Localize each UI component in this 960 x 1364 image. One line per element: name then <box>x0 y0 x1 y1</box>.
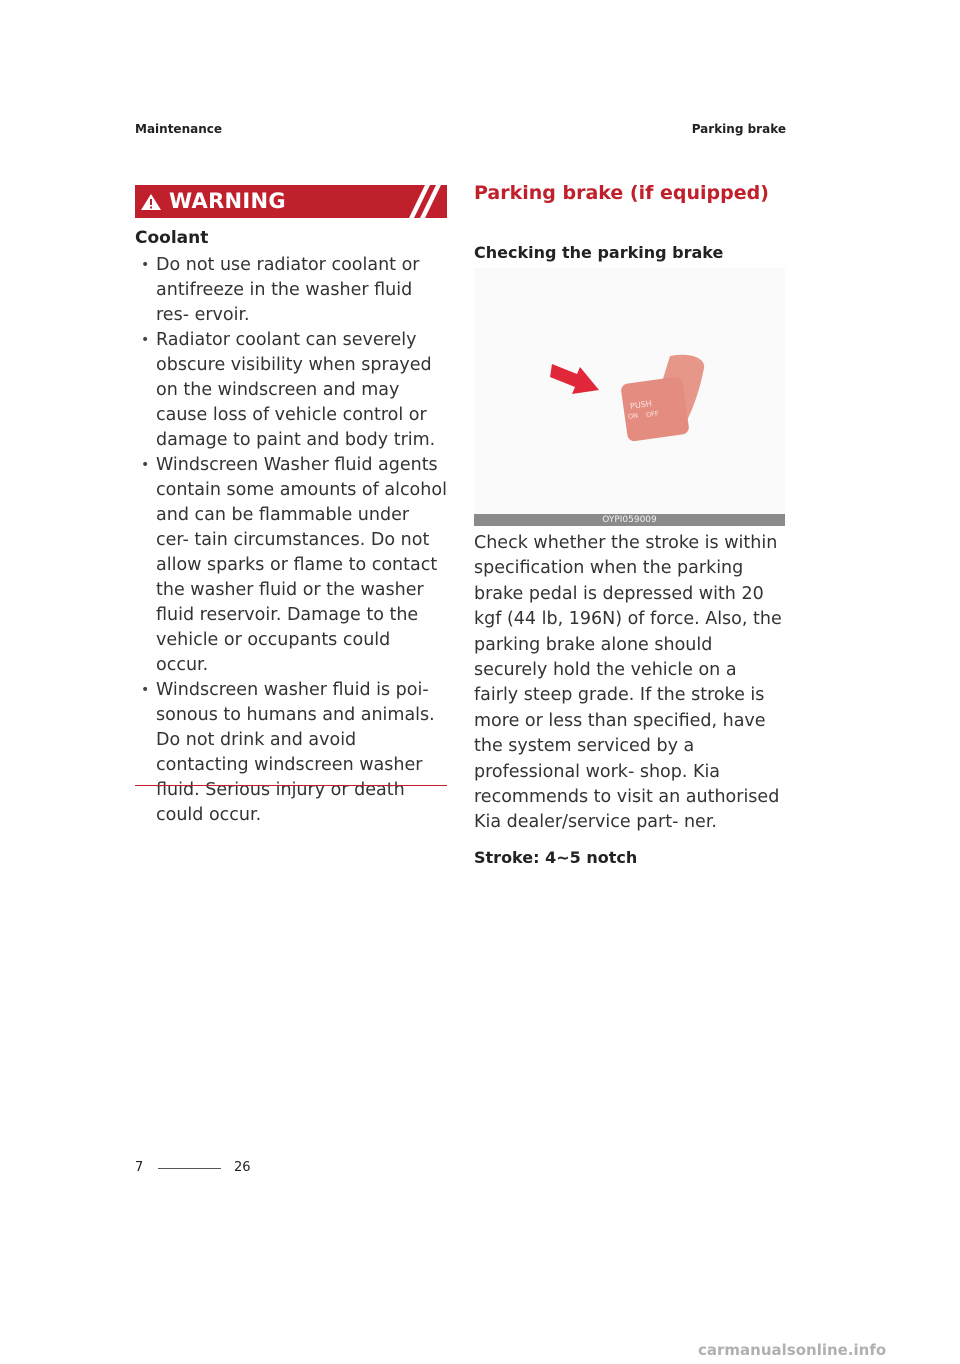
page-number: 26 <box>234 1160 251 1175</box>
warning-stripes-icon <box>399 185 447 218</box>
warning-subheading: Coolant <box>135 228 209 248</box>
stroke-specification: Stroke: 4~5 notch <box>474 848 638 867</box>
warning-banner <box>135 185 447 218</box>
warning-title: WARNING <box>169 189 286 213</box>
warning-triangle-icon <box>140 193 162 211</box>
warning-list <box>135 253 447 828</box>
figure-caption: OYPI059009 <box>474 514 785 526</box>
warning-item: • Do not use radiator coolant or antifreeze in the washer fluid res- ervoir. <box>135 253 447 328</box>
header-section-name: Maintenance <box>135 122 223 136</box>
parking-brake-pedal-illustration <box>474 268 785 514</box>
chapter-number: 7 <box>135 1160 144 1175</box>
watermark: carmanualsonline.info <box>698 1341 887 1359</box>
section-title: Parking brake (if equipped) <box>474 182 769 204</box>
body-paragraph: Check whether the stroke is within specification when the parking brake pedal is depressed with 20 kgf (44 lb, 196N) of force. Also, the parking brake alone should securely hold the vehicle on a fairly steep grade. If the stroke is more or less than specified, have the system serviced by a professional work- shop. Kia recommends to visit an authorised Kia dealer/service part- ner. <box>474 533 782 833</box>
warning-end-rule <box>135 785 447 786</box>
warning-item: • Windscreen washer fluid is poi- sonous to humans and animals. Do not drink and avoid contacting windscreen washer fluid. Serious injury or death could occur. <box>135 678 447 828</box>
pedal-label-on: ON <box>627 411 639 421</box>
footer-rule <box>158 1168 221 1169</box>
pedal-label-off: OFF <box>645 409 660 420</box>
pedal-label-push: PUSH <box>629 398 653 411</box>
warning-item: • Windscreen Washer fluid agents contain some amounts of alcohol and can be flammable under cer- tain circumstances. Do not allow sparks or flame to contact the washer fluid or the washer fluid reservoir. Damage to the vehicle or occupants could occur. <box>135 453 447 678</box>
header-topic-name: Parking brake <box>691 122 786 136</box>
warning-item: • Radiator coolant can severely obscure visibility when sprayed on the windscreen and may cause loss of vehicle control or damage to paint and body trim. <box>135 328 447 453</box>
parking-brake-figure <box>474 268 785 514</box>
subsection-title: Checking the parking brake <box>474 243 724 262</box>
push-arrow-icon <box>550 364 599 394</box>
